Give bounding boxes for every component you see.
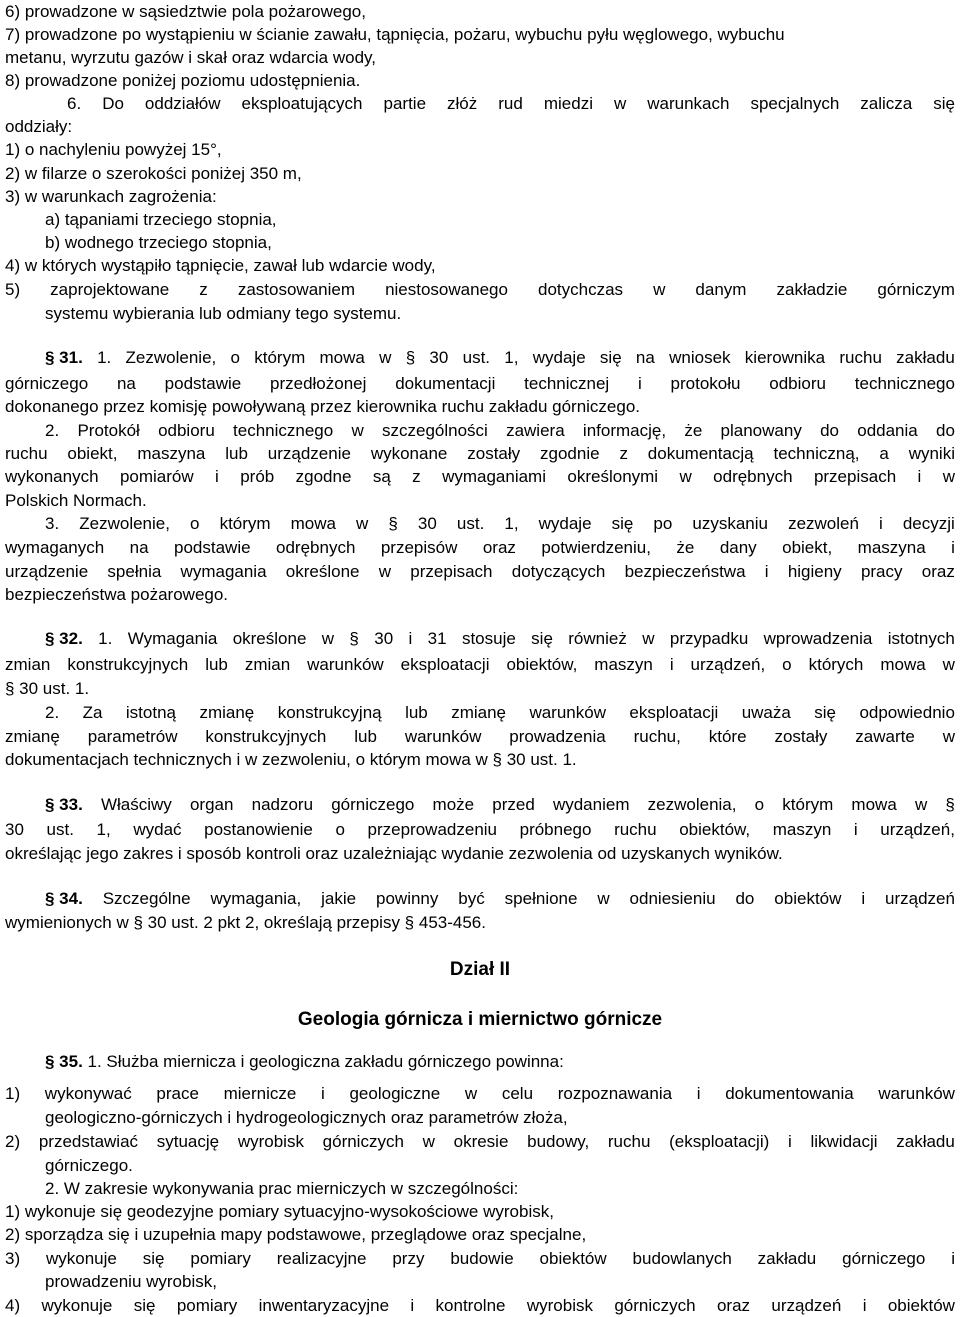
text-line: geologiczno-górniczych i hydrogeologicznych oraz parametrów złoża, [45,1108,568,1127]
section-heading: Geologia górnicza i miernictwo górnicze [297,1009,663,1030]
text-line: zmianę parametrów konstrukcyjnych lub warunków prowadzenia ruchu, które zostały zawarte w [5,727,955,746]
text-line: prowadzeniu wyrobisk, [45,1272,217,1291]
text-line: 5) zaprojektowane z zastosowaniem niestosowanego dotychczas w danym zakładzie górniczym [5,280,955,299]
text-line: górniczego na podstawie przedłożonej dokumentacji technicznej i protokołu odbioru technicznego [5,374,955,393]
text-line: oddziały: [5,117,73,136]
text-line: 2. Protokół odbioru technicznego w szczególności zawiera informację, że planowany do oddania do [45,421,955,440]
text-line: 6. Do oddziałów eksploatujących partie złóż rud miedzi w warunkach specjalnych zalicza się [67,94,955,113]
text-line: § 32. 1. Wymagania określone w § 30 i 31 stosuje się również w przypadku wprowadzenia istotnych [45,629,955,648]
text-line: § 30 ust. 1. [5,679,90,698]
text-line: 30 ust. 1, wydać postanowienie o przeprowadzeniu próbnego ruchu obiektów, maszyn i urządzeń, [5,820,955,839]
text-line: metanu, wyrzutu gazów i skał oraz wdarcia wody, [5,48,377,67]
text-line: zmian konstrukcyjnych lub zmian warunków eksploatacji obiektów, maszyn i urządzeń, o których mowa w [5,655,955,674]
text-line: b) wodnego trzeciego stopnia, [45,233,272,252]
text-line: 8) prowadzone poniżej poziomu udostępnienia. [5,71,361,90]
text-line: a) tąpaniami trzeciego stopnia, [45,210,277,229]
text-line: wykonanych pomiarów i prób zgodne są z wymaganiami określonymi w odrębnych przepisach i w [5,467,955,486]
text-line: 3. Zezwolenie, o którym mowa w § 30 ust. 1, wydaje się po uzyskaniu zezwoleń i decyzji [45,514,955,533]
text-line: 2) w filarze o szerokości poniżej 350 m, [5,164,302,183]
text-line: 4) wykonuje się pomiary inwentaryzacyjne i kontrolne wyrobisk górniczych oraz urządzeń i obiektów [5,1296,955,1315]
text-line: § 34. Szczególne wymagania, jakie powinny być spełnione w odniesieniu do obiektów i urządzeń [45,889,955,908]
text-line: urządzenie spełnia wymagania określone w przepisach dotyczących bezpieczeństwa i higieny pracy oraz [5,562,955,581]
text-line: 1) o nachyleniu powyżej 15°, [5,140,222,159]
text-line: § 33. Właściwy organ nadzoru górniczego może przed wydaniem zezwolenia, o którym mowa w § [45,795,955,814]
text-line: 2) przedstawiać sytuację wyrobisk górniczych w okresie budowy, ruchu (eksploatacji) i likwidacji zakładu [5,1132,955,1151]
text-line: wymienionych w § 30 ust. 2 pkt 2, określają przepisy § 453-456. [5,913,486,932]
text-line: 1) wykonywać prace miernicze i geologiczne w celu rozpoznawania i dokumentowania warunków [5,1084,955,1103]
text-line: dokumentacjach technicznych i w zezwoleniu, o którym mowa w § 30 ust. 1. [5,750,577,769]
text-line: określając jego zakres i sposób kontroli oraz uzależniając wydanie zezwolenia od uzyskanych wyników. [5,844,783,863]
text-line: 2) sporządza się i uzupełnia mapy podstawowe, przeglądowe oraz specjalne, [5,1225,587,1244]
text-line: bezpieczeństwa pożarowego. [5,585,229,604]
text-line: 2. W zakresie wykonywania prac mierniczych w szczególności: [45,1179,519,1198]
text-line: wymaganych na podstawie odrębnych przepisów oraz potwierdzeniu, że dany obiekt, maszyna i [5,538,955,557]
text-line: § 35. 1. Służba miernicza i geologiczna zakładu górniczego powinna: [45,1052,564,1071]
text-line: 3) w warunkach zagrożenia: [5,187,217,206]
text-line: Polskich Normach. [5,491,147,510]
text-line: 1) wykonuje się geodezyjne pomiary sytuacyjno-wysokościowe wyrobisk, [5,1202,554,1221]
text-line: § 31. 1. Zezwolenie, o którym mowa w § 30 ust. 1, wydaje się na wniosek kierownika ruchu zakładu [45,348,955,367]
text-line: ruchu obiekt, maszyna lub urządzenie wykonane zostały zgodnie z dokumentacją techniczną, a wyniki [5,444,955,463]
section-heading: Dział II [449,959,511,980]
text-line: 4) w których wystąpiło tąpnięcie, zawał lub wdarcie wody, [5,256,436,275]
text-line: systemu wybierania lub odmiany tego systemu. [45,304,402,323]
text-line: 7) prowadzone po wystąpieniu w ścianie zawału, tąpnięcia, pożaru, wybuchu pyłu węglowego, wybuchu [5,25,785,44]
text-line: 3) wykonuje się pomiary realizacyjne przy budowie obiektów budowlanych zakładu górniczego i [5,1249,955,1268]
text-line: dokonanego przez komisję powoływaną przez kierownika ruchu zakładu górniczego. [5,397,641,416]
text-line: 6) prowadzone w sąsiedztwie pola pożarowego, [5,2,366,21]
text-line: górniczego. [45,1156,133,1175]
text-line: 2. Za istotną zmianę konstrukcyjną lub zmianę warunków eksploatacji uważa się odpowiednio [45,703,955,722]
